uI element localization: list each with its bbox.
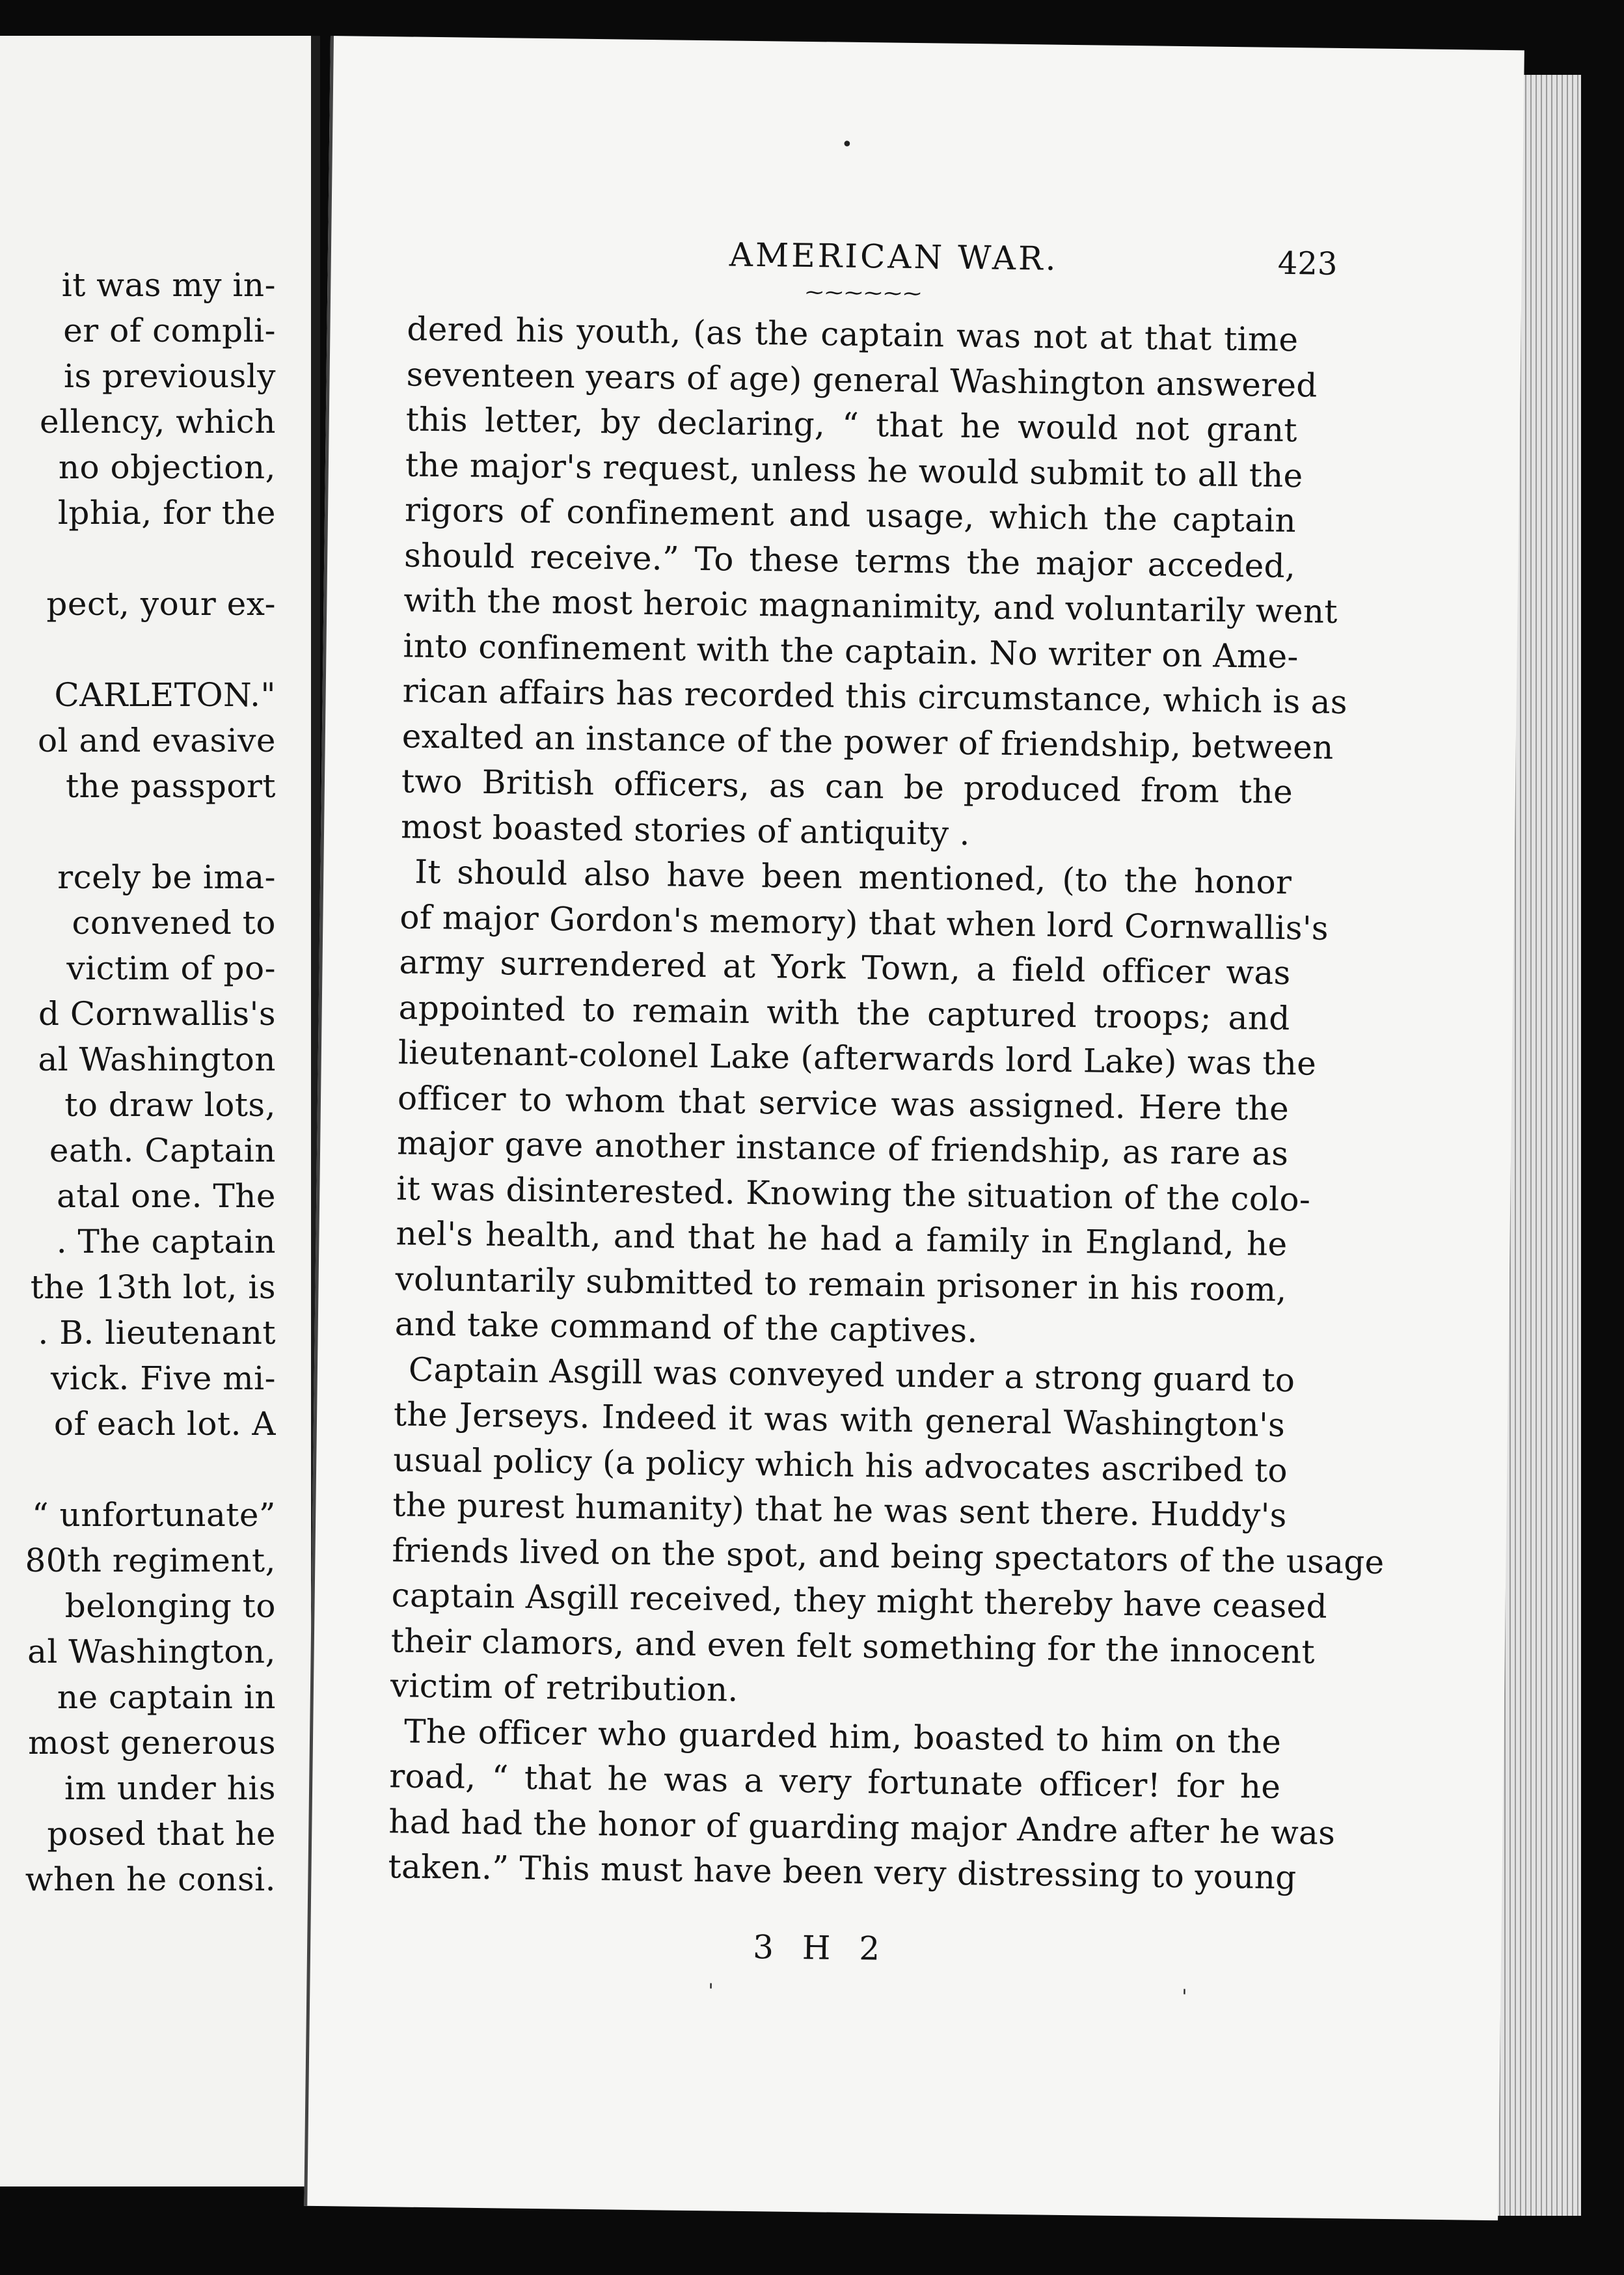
text-line: of major Gordon's memory) that when lord Cornwallis's	[399, 897, 1329, 947]
text-line: this letter, by declaring, “ that he would not grant	[405, 400, 1298, 450]
left-page-line: most generous	[28, 1724, 276, 1762]
left-page-line: ellency, which	[40, 403, 276, 441]
left-page-line: victim of po-	[66, 949, 276, 987]
left-page-line: 80th regiment,	[25, 1542, 276, 1579]
text-line: It should also have been mentioned, (to the honor	[414, 852, 1292, 902]
text-line: rigors of confinement and usage, which the captain	[404, 491, 1297, 540]
signature-mark: 3 H 2	[752, 1928, 889, 1968]
left-page-line: it was my in-	[61, 266, 276, 304]
text-line: two British officers, as can be produced from the	[401, 762, 1293, 811]
text-line: major gave another instance of friendship, as rare as	[396, 1124, 1289, 1173]
text-line: lieutenant-colonel Lake (afterwards lord Lake) was the	[398, 1033, 1317, 1083]
paper-specks: • ' '	[708, 133, 1187, 2009]
text-line: their clamors, and even felt something for the innocent	[390, 1621, 1316, 1671]
header-ornament: ~~~~~~	[804, 280, 922, 306]
left-page-line: the 13th lot, is	[30, 1268, 276, 1306]
text-line: appointed to remain with the captured troops; and	[398, 988, 1291, 1037]
left-page-line: is previously	[64, 357, 276, 395]
text-line: had had the honor of guarding major Andre after he was	[388, 1802, 1336, 1852]
left-page-line: al Washington,	[27, 1633, 276, 1670]
left-page-line: CARLETON."	[54, 676, 276, 714]
left-page-line: ne captain in	[57, 1678, 276, 1716]
text-line: voluntarily submitted to remain prisoner in his room,	[395, 1259, 1287, 1309]
book-page	[304, 36, 1524, 2220]
left-page-line: d Cornwallis's	[38, 995, 276, 1033]
page-header	[331, 231, 1522, 306]
running-head: AMERICAN WAR.	[729, 236, 1059, 278]
text-line: rican affairs has recorded this circumstance, which is as	[402, 672, 1348, 722]
text-line: captain Asgill received, they might thereby have ceased	[391, 1576, 1328, 1626]
page-number: 423	[1277, 245, 1338, 282]
text-line: dered his youth, (as the captain was not at that time	[407, 310, 1299, 359]
text-line: the major's request, unless he would submit to all the	[405, 445, 1303, 495]
left-page-line: no objection,	[58, 448, 276, 486]
text-line: victim of retribution.	[390, 1667, 739, 1709]
text-line: usual policy (a policy which his advocates ascribed to	[392, 1440, 1288, 1490]
text-line: exalted an instance of the power of friendship, between	[401, 716, 1334, 767]
text-line: taken.” This must have been very distressing to young	[388, 1847, 1297, 1897]
left-page-line: belonging to	[64, 1587, 276, 1625]
text-line: it was disinterested. Knowing the situation of the colo-	[396, 1169, 1311, 1219]
text-line: into confinement with the captain. No writer on Ame-	[403, 626, 1299, 675]
left-page-line: when he consi.	[25, 1860, 276, 1898]
left-page-line: eath. Captain	[49, 1132, 276, 1169]
text-line: Captain Asgill was conveyed under a strong guard to	[408, 1350, 1295, 1399]
text-line: with the most heroic magnanimity, and voluntarily went	[403, 581, 1338, 631]
left-page-line: pect, your ex-	[46, 585, 276, 623]
text-line: the Jerseys. Indeed it was with general Washington's	[393, 1395, 1286, 1445]
text-line: army surrendered at York Town, a field officer was	[399, 943, 1291, 992]
text-line: officer to whom that service was assigned. Here the	[397, 1078, 1290, 1128]
text-line: should receive.” To these terms the major acceded,	[403, 536, 1296, 585]
text-line: nel's health, and that he had a family in England, he	[396, 1214, 1288, 1264]
left-page-line: atal one. The	[57, 1177, 276, 1215]
left-page-line: convened to	[72, 904, 276, 942]
text-line: seventeen years of age) general Washington answered	[406, 355, 1318, 405]
text-line: road, “ that he was a very fortunate officer! for he	[388, 1757, 1281, 1806]
left-page-line: of each lot. A	[53, 1405, 276, 1443]
left-page-line: er of compli-	[63, 312, 276, 349]
text-line: most boasted stories of antiquity .	[400, 807, 971, 852]
left-page-line: to draw lots,	[64, 1086, 276, 1124]
left-page-line: lphia, for the	[57, 494, 276, 532]
left-page-line: “ unfortunate”	[32, 1496, 276, 1534]
left-page-line: vick. Five mi-	[50, 1359, 276, 1397]
left-page-line: im under his	[64, 1769, 276, 1807]
body-text	[388, 307, 1385, 1900]
text-line: The officer who guarded him, boasted to him on the	[403, 1712, 1282, 1761]
left-page-line: rcely be ima-	[57, 858, 276, 896]
left-page-line: . The captain	[56, 1223, 276, 1260]
text-line: and take command of the captives.	[394, 1305, 979, 1350]
text-line: the purest humanity) that he was sent there. Huddy's	[392, 1486, 1287, 1535]
left-page-line: al Washington	[38, 1041, 276, 1078]
left-page-line: ol and evasive	[37, 722, 276, 759]
left-page-line: the passport	[65, 767, 276, 805]
text-line: friends lived on the spot, and being spectators of the usage	[392, 1531, 1385, 1581]
left-page-line: . B. lieutenant	[38, 1314, 276, 1352]
left-facing-page	[0, 36, 320, 2186]
left-page-line: posed that he	[47, 1815, 276, 1853]
